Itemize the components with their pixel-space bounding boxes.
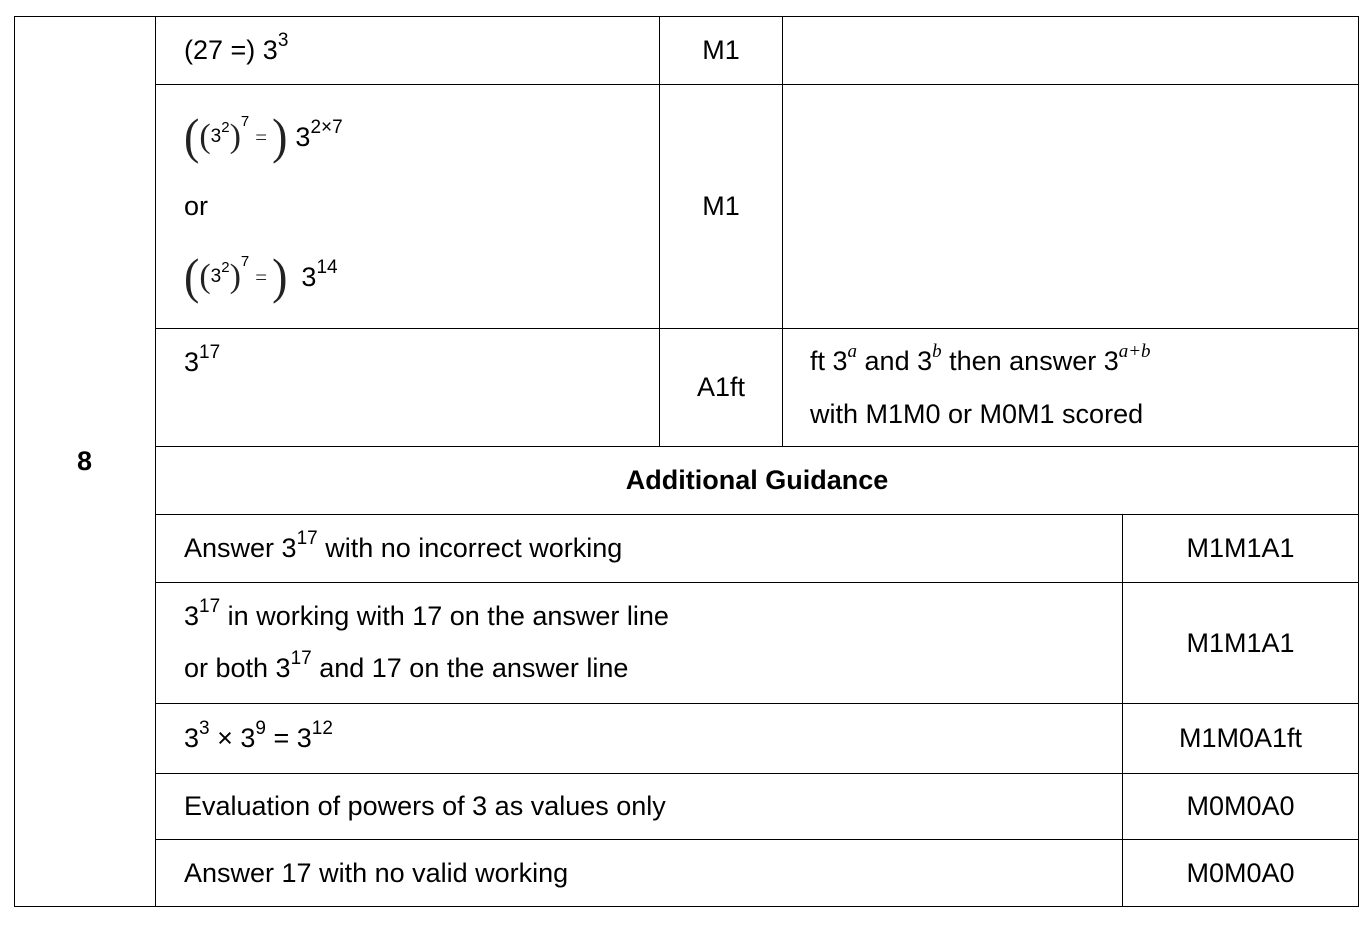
base: 3	[210, 126, 222, 147]
open-paren-outer: (	[184, 248, 200, 304]
guidance-row-text	[184, 840, 1114, 906]
answer-text: $3^{17}$	[184, 342, 221, 377]
guidance-text: Evaluation of powers of 3 as values only	[184, 791, 666, 821]
mark-code: M1	[702, 191, 740, 221]
guidance-row-text	[184, 704, 1114, 773]
close-paren-inner: )	[229, 258, 241, 295]
mark-code: M0M0A0	[1186, 857, 1295, 888]
answer-cell	[184, 17, 654, 84]
guidance-row-mark	[1123, 515, 1358, 582]
close-paren-outer: )	[272, 248, 288, 304]
guidance-text: Answer 17 with no valid working	[184, 857, 569, 888]
guidance-line: $3^{17}$ in working with 17 on the answer line	[184, 596, 669, 631]
guidance-text: $3^3 \times 3^9 = 3^{12}$	[184, 718, 333, 753]
comment-line: ft 3$^a$ and 3$^b$ then answer $3^{a+b}$	[810, 341, 1151, 376]
equals-sign: =	[255, 124, 268, 149]
guidance-row-text	[184, 583, 1114, 703]
close-paren-inner: )	[229, 118, 241, 155]
guidance-row-mark	[1123, 774, 1358, 839]
open-paren-inner: (	[199, 258, 211, 295]
guidance-row-text	[184, 774, 1114, 839]
result: $3^{2\times 7}$	[295, 116, 343, 152]
mark-cell	[660, 329, 782, 446]
exponent: 7	[240, 252, 250, 270]
table-border-bottom	[14, 906, 1359, 907]
result: $3^{14}$	[301, 256, 338, 292]
mark-cell	[660, 85, 782, 328]
mark-code: M1M1A1	[1186, 627, 1295, 658]
guidance-text: Answer $3^{17}$ with no incorrect working	[184, 528, 623, 563]
guidance-row-text	[184, 515, 1114, 582]
math-expression	[184, 249, 338, 305]
mark-comment-divider	[782, 16, 783, 447]
mark-cell	[660, 17, 782, 84]
exponent: 7	[240, 112, 250, 130]
guidance-heading-text: Additional Guidance	[625, 465, 889, 495]
guidance-line: or both $3^{17}$ and 17 on the answer line	[184, 648, 629, 683]
close-paren-outer: )	[272, 108, 288, 164]
open-paren-outer: (	[184, 108, 200, 164]
mark-code: M1M1A1	[1186, 533, 1295, 563]
exponent: 2	[221, 258, 230, 276]
comment-cell	[810, 329, 1355, 446]
math-expression	[184, 109, 343, 165]
or-text: or	[184, 191, 209, 221]
guidance-row-mark	[1123, 583, 1358, 703]
mark-code: A1ft	[696, 372, 746, 402]
guidance-heading	[156, 447, 1358, 514]
answer-cell	[184, 85, 654, 328]
mark-code: M0M0A0	[1186, 791, 1295, 821]
mark-code: M1M0A1ft	[1178, 723, 1303, 753]
comment-line: with M1M0 or M0M1 scored	[810, 399, 1144, 429]
base: 3	[210, 266, 222, 287]
exponent: 2	[221, 118, 230, 136]
question-number: 8	[76, 446, 93, 476]
open-paren-inner: (	[199, 118, 211, 155]
equals-sign: =	[255, 264, 268, 289]
mark-code: M1	[702, 35, 740, 65]
guidance-row-mark	[1123, 704, 1358, 773]
guidance-row-mark	[1123, 840, 1358, 906]
answer-cell	[184, 329, 654, 446]
answer-text: (27 =) $3^3$	[184, 30, 289, 65]
